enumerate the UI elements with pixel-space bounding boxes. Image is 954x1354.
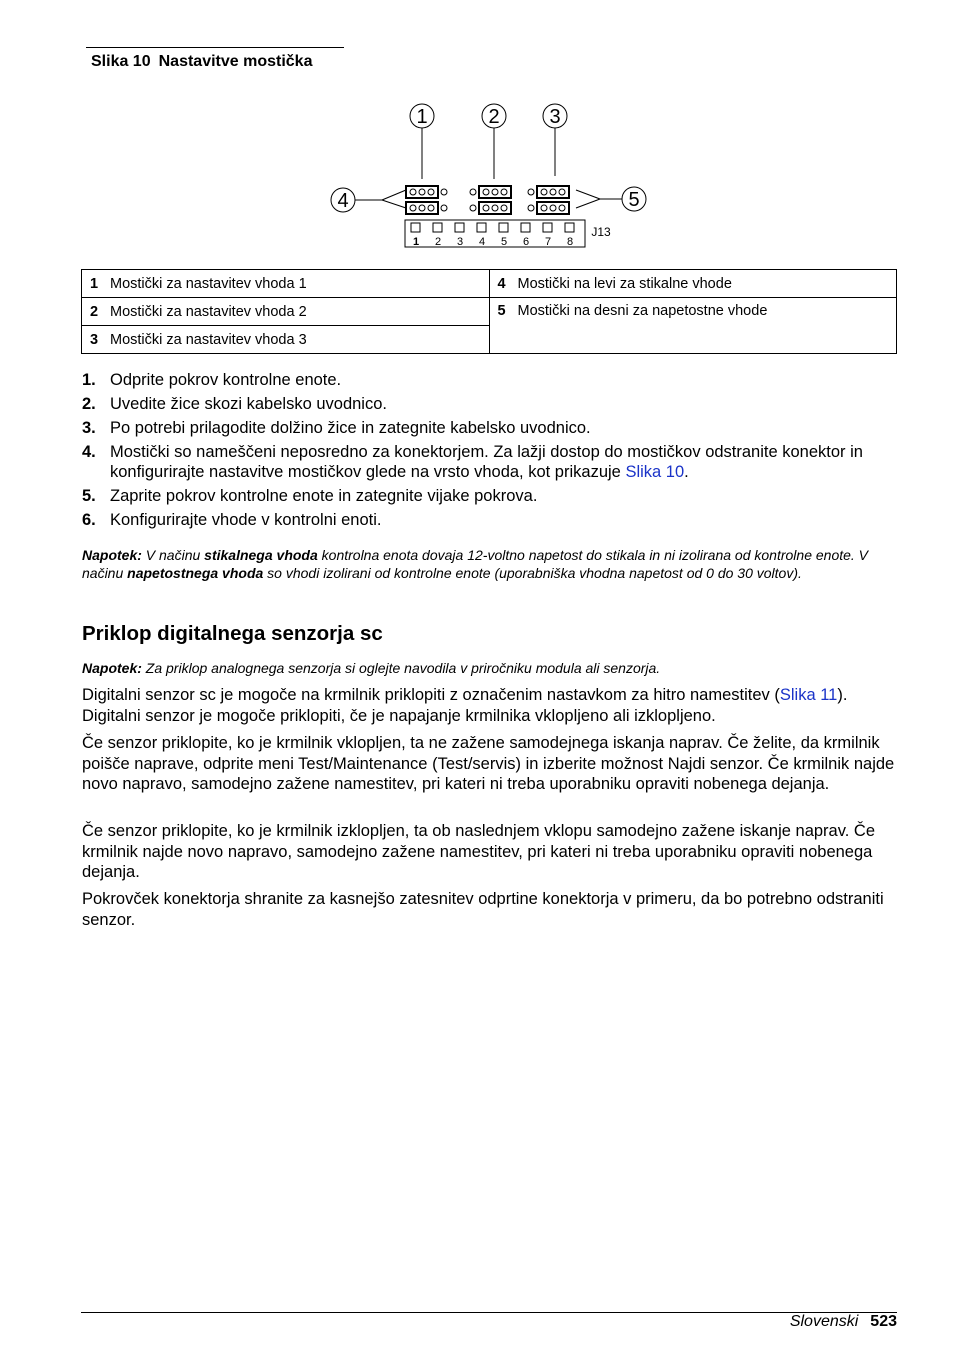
footer-language: Slovenski bbox=[789, 1313, 859, 1330]
table-row bbox=[82, 270, 897, 298]
table-row bbox=[82, 298, 897, 326]
legend-cell: 1 Mostički za nastavitev vhoda 1 bbox=[82, 270, 490, 298]
legend-cell: 4 Mostički na levi za stikalne vhode bbox=[489, 270, 897, 298]
figure-link[interactable]: Slika 11 bbox=[779, 686, 838, 704]
list-item: 2. Uvedite žice skozi kabelsko uvodnico. bbox=[82, 395, 387, 413]
pin-label-5: 5 bbox=[500, 236, 508, 248]
callout-label-3: 3 bbox=[549, 106, 561, 128]
paragraph-4: Pokrovček konektorja shranite za kasnejšo zatesnitev odprtine konektorja v primeru, da bo potrebno odstraniti senzor. bbox=[82, 890, 884, 929]
section-heading: Priklop digitalnega senzorja sc bbox=[82, 622, 383, 645]
list-item: 4. Mostički so nameščeni neposredno za konektorjem. Za lažji dostop do mostičkov odstranite konektor in konfigurirajte nastavitve mostičkov glede na vrsto vhoda, kot prikazuje Slika 10. bbox=[82, 443, 863, 481]
pin-label-3: 3 bbox=[456, 236, 464, 248]
footer-rule bbox=[81, 1312, 897, 1313]
note-analog-sensor: Napotek: Za priklop analognega senzorja si oglejte navodila v priročniku modula ali senzorja. bbox=[82, 660, 661, 676]
paragraph-1: Digitalni senzor sc je mogoče na krmilnik priklopiti z označenim nastavkom za hitro namestitev (Slika 11). Digitalni senzor je mogoče priklopiti, če je napajanje krmilnika vklopljeno ali izklopljeno. bbox=[82, 686, 848, 725]
callout-label-1: 1 bbox=[416, 106, 428, 128]
figure-caption: Nastavitve mostička bbox=[158, 53, 313, 70]
list-item: 3. Po potrebi prilagodite dolžino žice in zategnite kabelsko uvodnico. bbox=[82, 419, 591, 437]
list-item: 1. Odprite pokrov kontrolne enote. bbox=[82, 371, 342, 389]
pin-label-4: 4 bbox=[478, 236, 486, 248]
procedure-steps bbox=[82, 370, 897, 534]
callout-label-4: 4 bbox=[337, 190, 349, 212]
connector-label: J13 bbox=[591, 225, 611, 239]
legend-cell: 3 Mostički za nastavitev vhoda 3 bbox=[82, 326, 490, 354]
pin-label-8: 8 bbox=[566, 236, 574, 248]
list-item: 5. Zaprite pokrov kontrolne enote in zategnite vijake pokrova. bbox=[82, 487, 538, 505]
callout-label-5: 5 bbox=[628, 189, 640, 211]
legend-cell: 2 Mostički za nastavitev vhoda 2 bbox=[82, 298, 490, 326]
callout-label-2: 2 bbox=[488, 106, 500, 128]
figure-title bbox=[91, 53, 312, 71]
page-number: 523 bbox=[870, 1313, 897, 1330]
figure-number: Slika 10 bbox=[91, 53, 151, 70]
list-item: 6. Konfigurirajte vhode v kontrolni enoti. bbox=[82, 511, 382, 529]
pin-label-6: 6 bbox=[522, 236, 530, 248]
pin-label-2: 2 bbox=[434, 236, 442, 248]
page-footer bbox=[790, 1313, 897, 1331]
jumper-diagram bbox=[320, 96, 660, 256]
paragraph-2: Če senzor priklopite, ko je krmilnik vklopljen, ta ne zažene samodejnega iskanja naprav. Če želite, da krmilnik poišče naprave, odprite meni Test/Maintenance (Test/servis) in izberite možnost Najdi senzor. Če krmilnik najde novo napravo, samodejno zažene namestitev, pri kateri ni treba uporabniku opraviti nobenega dejanja. bbox=[82, 734, 895, 793]
paragraph-3: Če senzor priklopite, ko je krmilnik izklopljen, ta ob naslednjem vklopu samodejno zažene iskanje naprav. Če krmilnik najde novo napravo, samodejno zažene namestitev, pri kateri ni treba uporabniku opraviti nobenega dejanja. bbox=[82, 822, 876, 881]
pin-label-1: 1 bbox=[412, 236, 420, 248]
figure-legend-table bbox=[81, 269, 897, 354]
figure-link[interactable]: Slika 10 bbox=[625, 463, 685, 481]
legend-cell: 5 Mostički na desni za napetostne vhode bbox=[489, 298, 897, 354]
pin-label-7: 7 bbox=[544, 236, 552, 248]
figure-title-rule bbox=[86, 47, 344, 48]
note-input-modes: Napotek: V načinu stikalnega vhoda kontrolna enota dovaja 12-voltno napetost do stikala in ni izolirana od kontrolne enote. V načinu napetostnega vhoda so vhodi izolirani od kontrolne enote (uporabniška vhodna napetost od 0 do 30 voltov). bbox=[82, 547, 869, 581]
